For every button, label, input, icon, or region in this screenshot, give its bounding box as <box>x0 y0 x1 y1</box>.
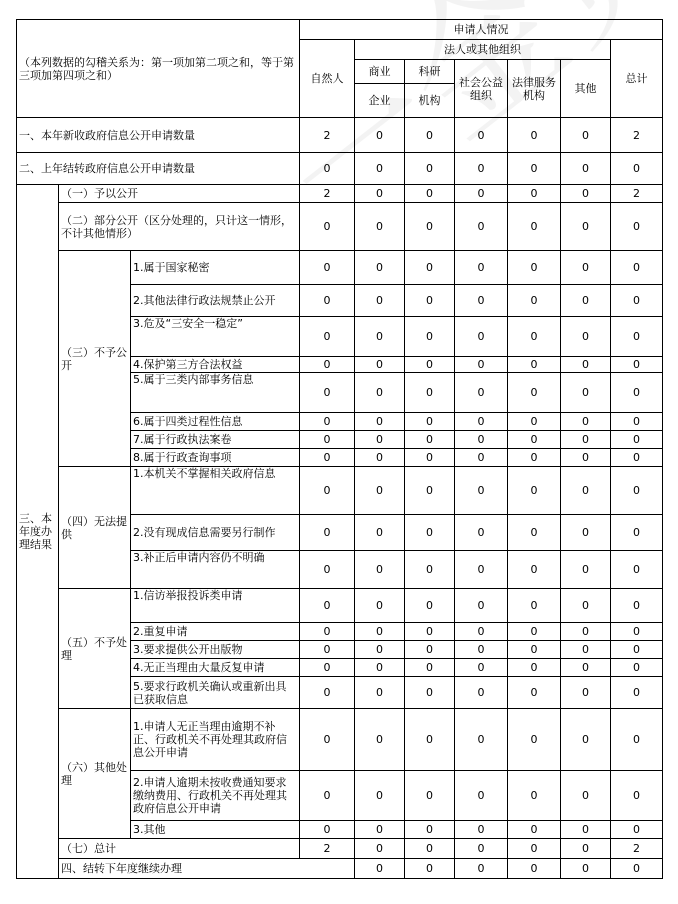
table-row <box>17 467 663 515</box>
cell-value: 0 <box>300 357 355 373</box>
cell-value: 0 <box>355 515 405 551</box>
cell-value: 0 <box>355 709 405 771</box>
cell-value: 0 <box>300 515 355 551</box>
row-label: （一）予以公开 <box>59 185 300 203</box>
cell-value: 0 <box>561 467 611 515</box>
cell-value: 0 <box>611 677 663 709</box>
header-natural-person: 自然人 <box>300 40 355 118</box>
cell-value: 0 <box>561 771 611 821</box>
cell-value: 2 <box>300 118 355 153</box>
cell-value: 0 <box>561 413 611 431</box>
cell-value: 0 <box>561 185 611 203</box>
cell-value: 0 <box>611 449 663 467</box>
cell-value: 0 <box>611 153 663 185</box>
cell-value: 0 <box>355 317 405 357</box>
cell-value: 0 <box>561 373 611 413</box>
cell-value: 0 <box>611 551 663 589</box>
table-row <box>17 118 663 153</box>
row-label: 7.属于行政执法案卷 <box>131 431 300 449</box>
cell-value: 0 <box>508 467 561 515</box>
cell-value: 0 <box>405 623 455 641</box>
header-social: 社会公益组织 <box>455 60 508 118</box>
cell-value: 0 <box>455 373 508 413</box>
cell-value: 0 <box>561 659 611 677</box>
cell-value: 0 <box>508 251 561 285</box>
cell-value: 0 <box>355 677 405 709</box>
cell-value: 0 <box>455 431 508 449</box>
cell-value: 0 <box>561 839 611 859</box>
cell-value: 0 <box>405 317 455 357</box>
cell-value: 0 <box>611 515 663 551</box>
cell-value: 0 <box>405 357 455 373</box>
cell-value: 0 <box>405 709 455 771</box>
section-3-label: 三、本年度办理结果 <box>17 185 59 879</box>
cell-value: 0 <box>455 467 508 515</box>
cell-value: 0 <box>355 413 405 431</box>
cell-value: 0 <box>561 515 611 551</box>
cell-value: 0 <box>300 821 355 839</box>
cell-value: 0 <box>611 623 663 641</box>
cell-value: 0 <box>300 589 355 623</box>
cell-value: 0 <box>405 203 455 251</box>
cell-value: 0 <box>300 373 355 413</box>
header-commercial-2: 企业 <box>355 84 405 118</box>
cell-value: 0 <box>561 317 611 357</box>
cell-value: 0 <box>561 153 611 185</box>
row-label: 3.其他 <box>131 821 300 839</box>
cell-value: 0 <box>405 677 455 709</box>
cell-value: 0 <box>508 118 561 153</box>
cell-value: 0 <box>300 467 355 515</box>
row-label: 1.申请人无正当理由逾期不补正、行政机关不再处理其政府信息公开申请 <box>131 709 300 771</box>
row-label: 2.其他法律行政法规禁止公开 <box>131 285 300 317</box>
header-total: 总计 <box>611 40 663 118</box>
cell-value: 0 <box>455 515 508 551</box>
cell-value: 0 <box>611 357 663 373</box>
header-legal-service: 法律服务机构 <box>508 60 561 118</box>
cell-value: 0 <box>300 153 355 185</box>
group-label: （四）无法提供 <box>59 467 131 589</box>
row-label: 1.本机关不掌握相关政府信息 <box>131 467 300 515</box>
cell-value: 0 <box>455 153 508 185</box>
cell-value: 0 <box>355 185 405 203</box>
cell-value: 2 <box>300 839 355 859</box>
cell-value: 0 <box>455 285 508 317</box>
header-legal-group: 法人或其他组织 <box>355 40 611 60</box>
cell-value: 0 <box>561 357 611 373</box>
row-label: 3.危及“三安全一稳定” <box>131 317 300 357</box>
cell-value: 0 <box>455 185 508 203</box>
cell-value: 0 <box>611 467 663 515</box>
cell-value: 0 <box>405 285 455 317</box>
cell-value: 0 <box>455 589 508 623</box>
cell-value: 0 <box>561 449 611 467</box>
cell-value: 0 <box>561 551 611 589</box>
cell-value: 0 <box>508 285 561 317</box>
cell-value: 0 <box>300 551 355 589</box>
row-label: 8.属于行政查询事项 <box>131 449 300 467</box>
cell-value: 0 <box>300 449 355 467</box>
cell-value: 0 <box>508 515 561 551</box>
cell-value: 0 <box>355 431 405 449</box>
cell-value: 0 <box>355 771 405 821</box>
row-label: 4.保护第三方合法权益 <box>131 357 300 373</box>
cell-value: 0 <box>611 659 663 677</box>
cell-value: 0 <box>508 839 561 859</box>
cell-value: 0 <box>405 551 455 589</box>
row-label: （七）总计 <box>59 839 300 859</box>
cell-value: 2 <box>611 118 663 153</box>
header-note: （本列数据的勾稽关系为：第一项加第二项之和，等于第三项加第四项之和） <box>17 20 300 118</box>
cell-value: 0 <box>611 821 663 839</box>
cell-value: 0 <box>508 677 561 709</box>
cell-value: 0 <box>508 589 561 623</box>
cell-value: 0 <box>561 677 611 709</box>
cell-value: 0 <box>455 251 508 285</box>
cell-value: 0 <box>355 659 405 677</box>
cell-value: 0 <box>508 771 561 821</box>
cell-value: 0 <box>455 709 508 771</box>
cell-value: 0 <box>405 153 455 185</box>
cell-value: 0 <box>561 709 611 771</box>
cell-value: 0 <box>455 821 508 839</box>
table-row <box>17 589 663 623</box>
cell-value: 0 <box>405 589 455 623</box>
cell-value: 0 <box>300 709 355 771</box>
cell-value: 0 <box>611 431 663 449</box>
cell-value: 0 <box>611 641 663 659</box>
cell-value: 0 <box>508 659 561 677</box>
cell-value: 0 <box>455 659 508 677</box>
cell-value: 0 <box>405 467 455 515</box>
cell-value: 0 <box>455 677 508 709</box>
row-label: 6.属于四类过程性信息 <box>131 413 300 431</box>
cell-value: 0 <box>561 251 611 285</box>
cell-value: 0 <box>561 431 611 449</box>
row-label: 2.申请人逾期未按收费通知要求缴纳费用、行政机关不再处理其政府信息公开申请 <box>131 771 300 821</box>
cell-value: 0 <box>405 515 455 551</box>
header-research-1: 科研 <box>405 60 455 84</box>
row-label: 5.要求行政机关确认或重新出具已获取信息 <box>131 677 300 709</box>
cell-value: 0 <box>355 467 405 515</box>
cell-value: 0 <box>405 251 455 285</box>
cell-value: 0 <box>561 285 611 317</box>
cell-value: 0 <box>405 185 455 203</box>
cell-value: 0 <box>508 449 561 467</box>
row-label: 4.无正当理由大量反复申请 <box>131 659 300 677</box>
cell-value: 0 <box>300 623 355 641</box>
cell-value: 0 <box>611 589 663 623</box>
cell-value: 0 <box>355 153 405 185</box>
cell-value: 0 <box>355 373 405 413</box>
cell-value: 0 <box>455 203 508 251</box>
cell-value: 0 <box>405 118 455 153</box>
cell-value: 2 <box>300 185 355 203</box>
table-row <box>17 251 663 285</box>
cell-value: 0 <box>455 859 508 879</box>
cell-value: 0 <box>508 859 561 879</box>
cell-value: 0 <box>405 839 455 859</box>
header-commercial-1: 商业 <box>355 60 405 84</box>
cell-value: 0 <box>508 185 561 203</box>
cell-value: 0 <box>405 413 455 431</box>
cell-value: 0 <box>355 203 405 251</box>
row-label: 2.没有现成信息需要另行制作 <box>131 515 300 551</box>
cell-value: 0 <box>300 285 355 317</box>
header-research-2: 机构 <box>405 84 455 118</box>
cell-value: 0 <box>455 413 508 431</box>
cell-value: 0 <box>508 641 561 659</box>
cell-value: 0 <box>561 203 611 251</box>
row-label: 5.属于三类内部事务信息 <box>131 373 300 413</box>
table-row <box>17 203 663 251</box>
cell-value: 0 <box>355 251 405 285</box>
cell-value: 0 <box>355 821 405 839</box>
cell-value: 0 <box>611 413 663 431</box>
cell-value: 0 <box>508 357 561 373</box>
cell-value: 0 <box>455 641 508 659</box>
cell-value: 2 <box>611 185 663 203</box>
cell-value: 0 <box>611 251 663 285</box>
cell-value: 0 <box>611 203 663 251</box>
row-label: 一、本年新收政府信息公开申请数量 <box>17 118 300 153</box>
cell-value: 0 <box>611 317 663 357</box>
cell-value: 0 <box>455 771 508 821</box>
cell-value: 0 <box>561 118 611 153</box>
cell-value: 0 <box>455 551 508 589</box>
cell-value: 0 <box>561 589 611 623</box>
cell-value: 0 <box>355 285 405 317</box>
cell-value: 0 <box>508 709 561 771</box>
row-label: （二）部分公开（区分处理的，只计这一情形，不计其他情形） <box>59 203 300 251</box>
cell-value: 0 <box>611 771 663 821</box>
cell-value: 0 <box>405 821 455 839</box>
row-label: 二、上年结转政府信息公开申请数量 <box>17 153 300 185</box>
cell-value: 0 <box>611 373 663 413</box>
row-label: 3.要求提供公开出版物 <box>131 641 300 659</box>
cell-value: 0 <box>300 677 355 709</box>
cell-value: 0 <box>508 431 561 449</box>
cell-value: 0 <box>611 285 663 317</box>
cell-value: 0 <box>455 623 508 641</box>
cell-value: 0 <box>355 357 405 373</box>
cell-value: 0 <box>508 317 561 357</box>
header-applicant-info: 申请人情况 <box>300 20 663 40</box>
row-label: 四、结转下年度继续办理 <box>59 859 355 879</box>
cell-value: 0 <box>405 659 455 677</box>
row-label: 1.属于国家秘密 <box>131 251 300 285</box>
cell-value: 0 <box>455 449 508 467</box>
cell-value: 0 <box>300 203 355 251</box>
table-row <box>17 153 663 185</box>
cell-value: 0 <box>300 413 355 431</box>
cell-value: 0 <box>355 623 405 641</box>
cell-value: 0 <box>508 203 561 251</box>
cell-value: 0 <box>405 373 455 413</box>
cell-value: 0 <box>508 373 561 413</box>
cell-value: 0 <box>355 641 405 659</box>
cell-value: 0 <box>300 641 355 659</box>
cell-value: 0 <box>405 641 455 659</box>
table-row <box>17 839 663 859</box>
cell-value: 0 <box>455 118 508 153</box>
cell-value: 0 <box>561 859 611 879</box>
table-row <box>17 709 663 771</box>
group-label: （五）不予处理 <box>59 589 131 709</box>
cell-value: 0 <box>455 357 508 373</box>
row-label: 1.信访举报投诉类申请 <box>131 589 300 623</box>
cell-value: 0 <box>455 317 508 357</box>
group-label: （三）不予公开 <box>59 251 131 467</box>
cell-value: 2 <box>611 839 663 859</box>
cell-value: 0 <box>300 431 355 449</box>
cell-value: 0 <box>300 251 355 285</box>
disclosure-table <box>16 19 663 879</box>
cell-value: 0 <box>405 771 455 821</box>
row-label: 2.重复申请 <box>131 623 300 641</box>
cell-value: 0 <box>561 623 611 641</box>
cell-value: 0 <box>508 623 561 641</box>
group-label: （六）其他处理 <box>59 709 131 839</box>
header-other: 其他 <box>561 60 611 118</box>
cell-value: 0 <box>405 449 455 467</box>
cell-value: 0 <box>455 839 508 859</box>
cell-value: 0 <box>611 709 663 771</box>
cell-value: 0 <box>355 551 405 589</box>
cell-value: 0 <box>508 821 561 839</box>
cell-value: 0 <box>508 153 561 185</box>
cell-value: 0 <box>355 589 405 623</box>
cell-value: 0 <box>355 449 405 467</box>
cell-value: 0 <box>561 641 611 659</box>
row-label: 3.补正后申请内容仍不明确 <box>131 551 300 589</box>
cell-value: 0 <box>508 551 561 589</box>
cell-value: 0 <box>355 859 405 879</box>
cell-value: 0 <box>355 118 405 153</box>
cell-value: 0 <box>300 771 355 821</box>
cell-value: 0 <box>405 859 455 879</box>
cell-value: 0 <box>300 659 355 677</box>
cell-value: 0 <box>355 839 405 859</box>
table-row <box>17 185 663 203</box>
cell-value: 0 <box>508 413 561 431</box>
cell-value: 0 <box>405 431 455 449</box>
cell-value: 0 <box>611 859 663 879</box>
cell-value: 0 <box>300 317 355 357</box>
cell-value: 0 <box>561 821 611 839</box>
table-row <box>17 859 663 879</box>
